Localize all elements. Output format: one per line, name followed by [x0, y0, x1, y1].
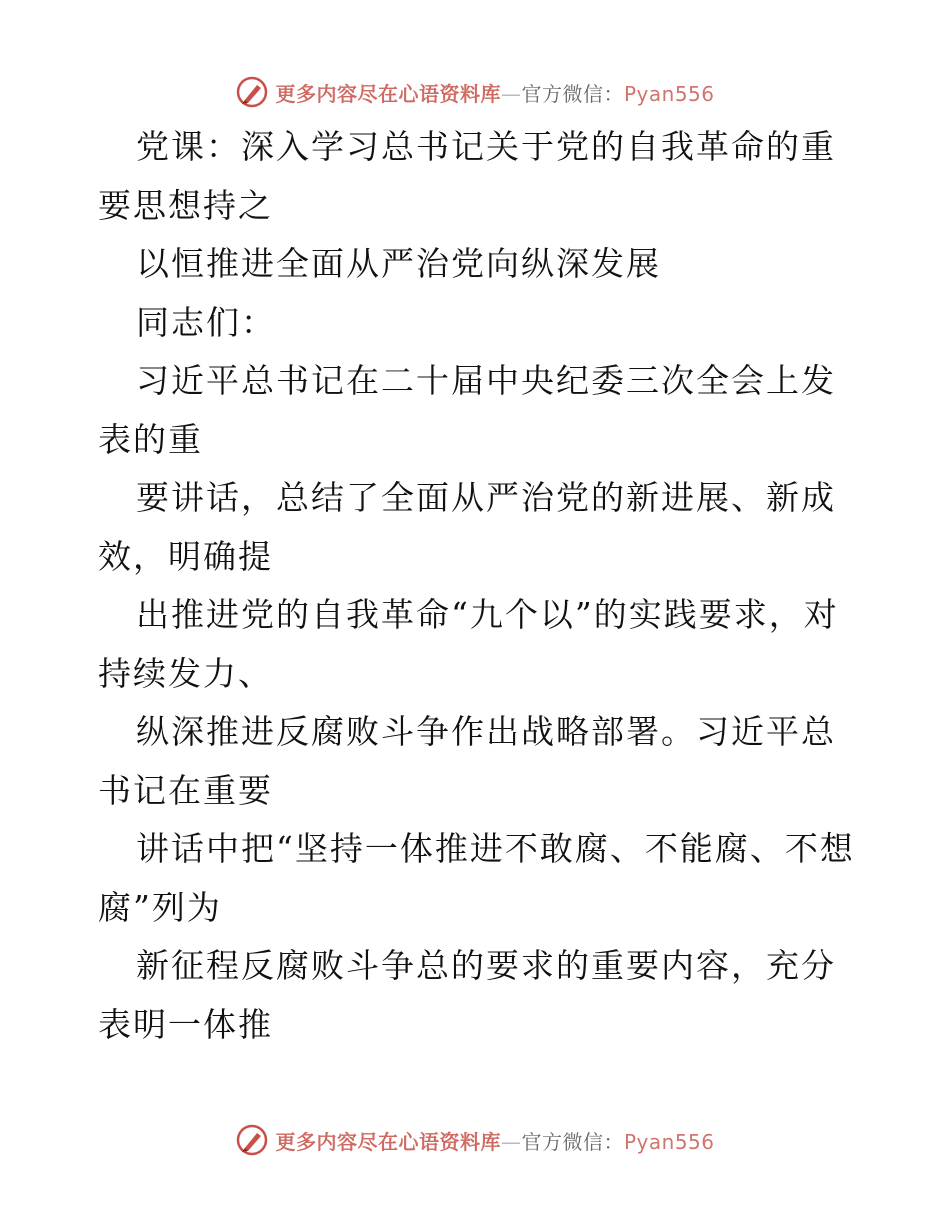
paragraph: 新征程反腐败斗争总的要求的重要内容，充分表明一体推 [98, 946, 836, 1044]
watermark-sub: 官方微信： [521, 81, 624, 106]
paragraph: 同志们： [136, 302, 276, 342]
watermark-dash: — [500, 81, 522, 106]
paragraph: 习近平总书记在二十届中央纪委三次全会上发表的重 [98, 361, 836, 459]
paragraph: 党课：深入学习总书记关于党的自我革命的重要思想持之 [98, 127, 836, 225]
watermark-main: 更多内容尽在心语资料库 [275, 1129, 501, 1154]
paragraph: 出推进党的自我革命“九个以”的实践要求，对持续发力、 [98, 595, 839, 693]
watermark-text [275, 1126, 714, 1155]
paragraph: 讲话中把“坚持一体推进不敢腐、不能腐、不想腐”列为 [98, 829, 855, 927]
watermark-wechat-id: Pyan556 [623, 1129, 715, 1154]
paragraph: 以恒推进全面从严治党向纵深发展 [136, 244, 661, 283]
pen-logo-icon [235, 1123, 269, 1157]
watermark-wechat-id: Pyan556 [623, 81, 715, 106]
watermark-sub: 官方微信： [521, 1129, 624, 1154]
watermark-text [275, 78, 714, 107]
watermark-dash: — [500, 1129, 522, 1154]
header-watermark [0, 72, 950, 112]
paragraph: 纵深推进反腐败斗争作出战略部署。习近平总书记在重要 [98, 712, 836, 810]
watermark-main: 更多内容尽在心语资料库 [275, 81, 501, 106]
paragraph: 要讲话，总结了全面从严治党的新进展、新成效，明确提 [98, 478, 836, 576]
footer-watermark [0, 1120, 950, 1160]
document-body [98, 118, 858, 1054]
pen-logo-icon [235, 75, 269, 109]
